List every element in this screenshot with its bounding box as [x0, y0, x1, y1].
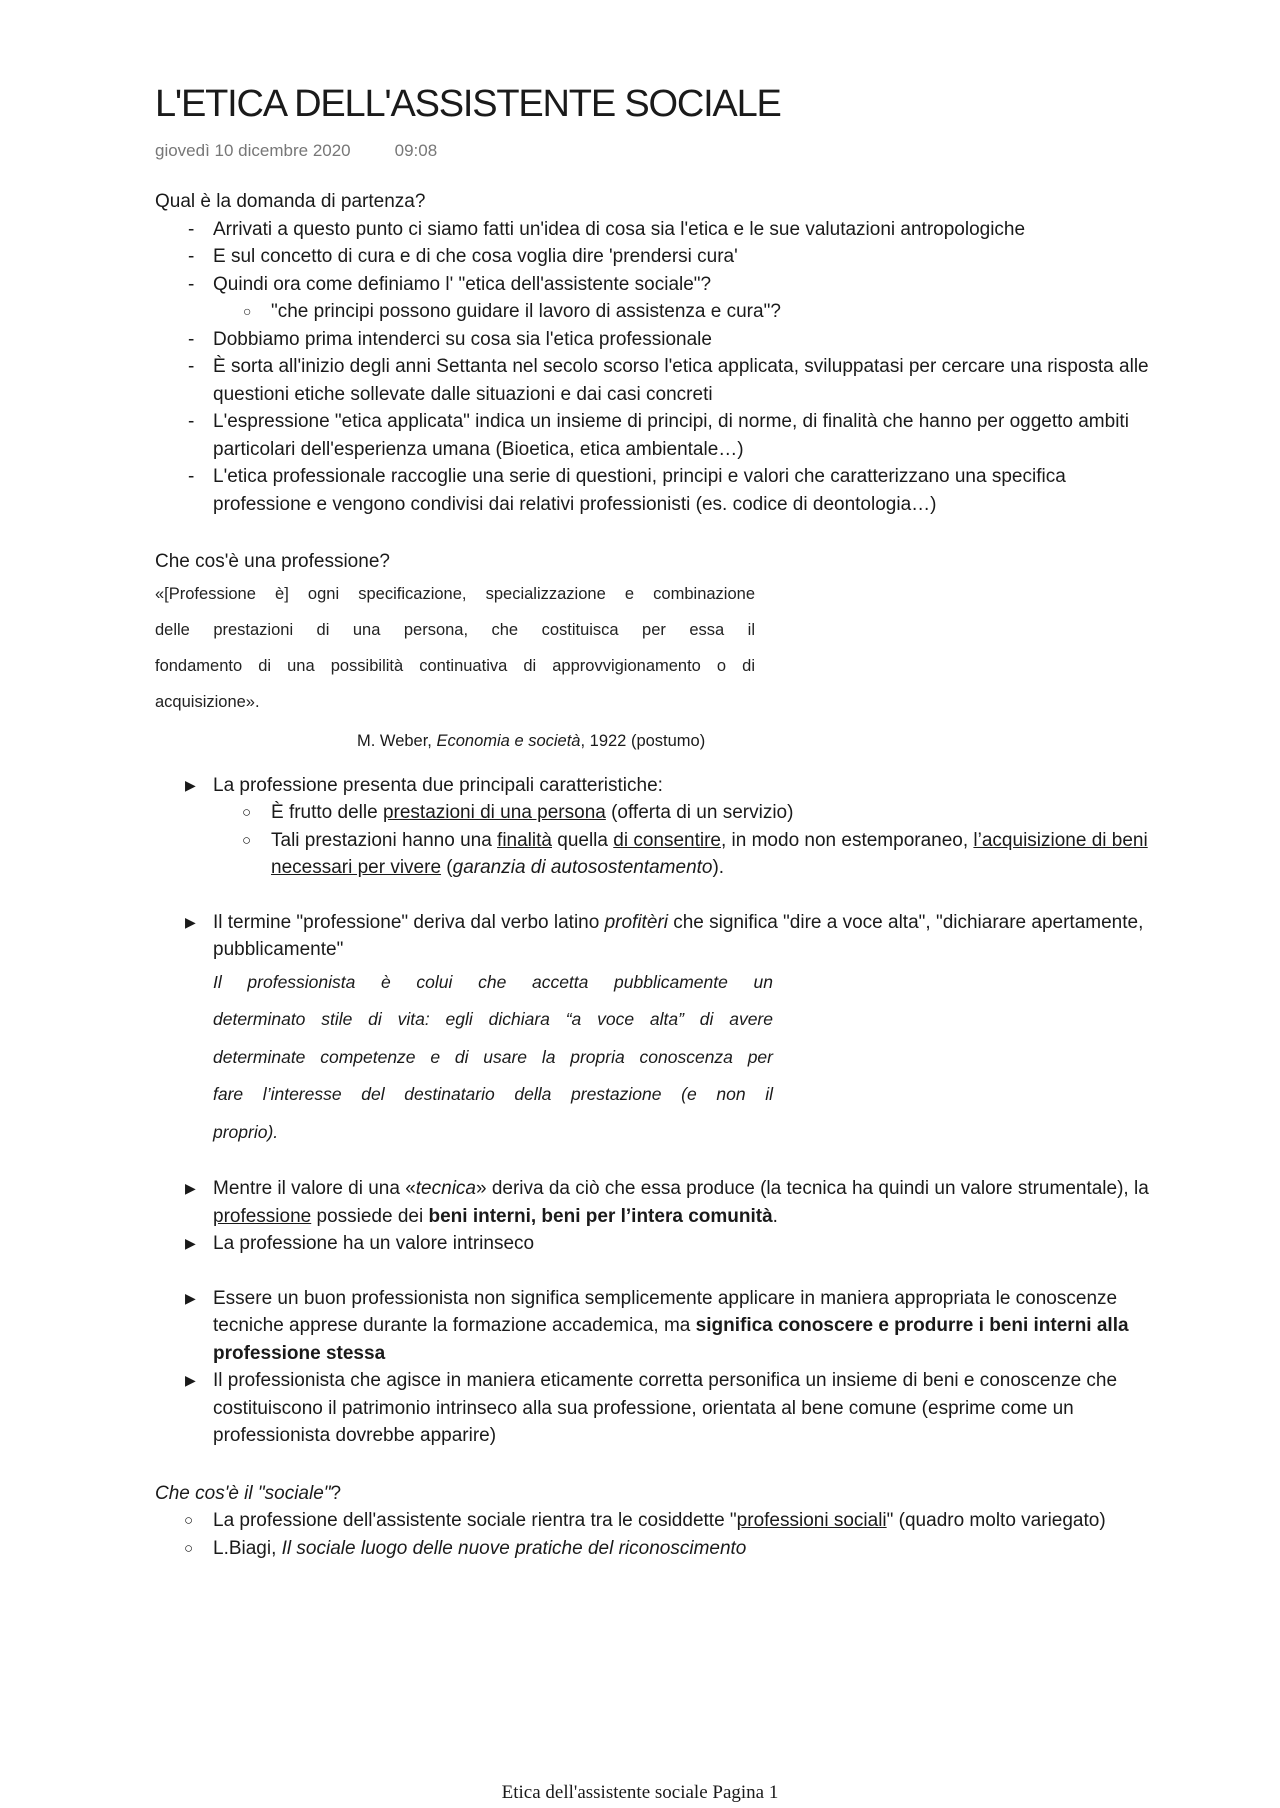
triangle-bullet-icon: ▶	[185, 776, 196, 793]
triangle-bullet-icon: ▶	[185, 1180, 196, 1196]
quote-line: determinate competenze e di usare la propria conoscenza per	[213, 1046, 773, 1067]
triangle-bullet-icon: ▶	[185, 913, 196, 930]
circle-bullet-icon: ○	[242, 804, 252, 821]
triangle-list	[155, 909, 1155, 964]
professional-quote	[213, 964, 773, 1152]
list-item: - Quindi ora come definiamo l' "etica dell'assistente sociale"?	[155, 271, 1155, 299]
list-item: ▶ Essere un buon professionista non significa semplicemente applicare in maniera appropriata le conoscenze tecniche apprese durante la formazione accademica, ma significa conoscere e produrre i beni interni alla professione stessa	[155, 1285, 1155, 1368]
section-heading: Che cos'è una professione?	[155, 551, 390, 572]
circle-bullet-icon: ○	[184, 1539, 194, 1557]
list-item: ○ È frutto delle prestazioni di una persona (offerta di un servizio)	[155, 799, 1155, 827]
page-meta	[155, 140, 1155, 162]
list-item: - E sul concetto di cura e di che cosa voglia dire 'prendersi cura'	[155, 243, 1155, 271]
triangle-bullet-icon: ▶	[185, 1372, 196, 1388]
list-item: ▶ Mentre il valore di una «tecnica» deriva da ciò che essa produce (la tecnica ha quindi un valore strumentale), la professione possiede dei beni interni, beni per l’intera comunità.	[155, 1175, 1155, 1230]
triangle-list	[155, 1175, 1155, 1258]
quote-line: proprio).	[213, 1121, 279, 1142]
list-item: ▶ La professione ha un valore intrinseco	[155, 1230, 1155, 1258]
section-heading: Che cos'è il "sociale"?	[155, 1482, 342, 1504]
section-heading: Qual è la domanda di partenza?	[155, 191, 426, 212]
list-item: ○ La professione dell'assistente sociale rientra tra le cosiddette "professioni sociali" (quadro molto variegato)	[155, 1507, 1155, 1535]
section-profession	[155, 548, 1155, 1450]
quote-line: «[Professione è] ogni specificazione, specializzazione e combinazione	[155, 584, 755, 603]
quote-line: Il professionista è colui che accetta pubblicamente un	[213, 971, 773, 992]
list-item: - È sorta all'inizio degli anni Settanta nel secolo scorso l'etica applicata, sviluppatasi per cercare una risposta alle questioni etiche sollevate dalle situazioni e dai casi concreti	[155, 353, 1155, 408]
list-item: ○ Tali prestazioni hanno una finalità quella di consentire, in modo non estemporaneo, l’acquisizione di beni necessari per vivere (garanzia di autosostentamento).	[155, 827, 1155, 882]
page-footer: Etica dell'assistente sociale Pagina 1	[501, 1782, 779, 1803]
triangle-bullet-icon: ▶	[185, 1235, 196, 1251]
list-item: ▶ Il professionista che agisce in maniera eticamente corretta personifica un insieme di beni e conoscenze che costituiscono il patrimonio intrinseco alla sua professione, orientata al bene comune (esprime come un professionista dovrebbe apparire)	[155, 1367, 1155, 1450]
circle-list	[155, 799, 1155, 882]
quote-citation: M. Weber, Economia e società, 1922 (postumo)	[357, 731, 706, 750]
page-time: 09:08	[394, 141, 438, 160]
circle-list	[155, 1507, 1155, 1562]
page-date: giovedì 10 dicembre 2020	[155, 141, 351, 160]
list-item: ▶ Il termine "professione" deriva dal verbo latino profitèri che significa "dire a voce alta", "dichiarare apertamente, pubblicamente"	[155, 909, 1155, 964]
document-page	[155, 82, 1155, 1562]
circle-bullet-icon: ○	[242, 831, 252, 849]
list-item: ▶ La professione presenta due principali caratteristiche:	[155, 772, 1155, 800]
quote-line: acquisizione».	[155, 692, 260, 711]
triangle-list	[155, 1285, 1155, 1450]
list-item: - L'espressione "etica applicata" indica un insieme di principi, di norme, di finalità che hanno per oggetto ambiti particolari dell'esperienza umana (Bioetica, etica ambientale…)	[155, 408, 1155, 463]
list-item: - L'etica professionale raccoglie una serie di questioni, principi e valori che caratterizzano una specifica professione e vengono condivisi dai relativi professionisti (es. codice di deontologia…)	[155, 463, 1155, 518]
section-social	[155, 1480, 1155, 1563]
triangle-bullet-icon: ▶	[185, 1289, 196, 1306]
list-item: ○ "che principi possono guidare il lavoro di assistenza e cura"?	[155, 298, 1155, 326]
quote-line: fare l’interesse del destinatario della prestazione (e non il	[213, 1084, 773, 1104]
triangle-list	[155, 772, 1155, 800]
dash-list	[155, 216, 1155, 519]
list-item: ○ L.Biagi, Il sociale luogo delle nuove pratiche del riconoscimento	[155, 1535, 1155, 1563]
circle-bullet-icon: ○	[184, 1512, 194, 1529]
quote-line: delle prestazioni di una persona, che costituisca per essa il	[155, 620, 755, 639]
section-starting-question	[155, 188, 1155, 518]
quote-line: determinato stile di vita: egli dichiara “a voce alta” di avere	[213, 1009, 773, 1029]
list-item: - Dobbiamo prima intenderci su cosa sia l'etica professionale	[155, 326, 1155, 354]
list-item: - Arrivati a questo punto ci siamo fatti un'idea di cosa sia l'etica e le sue valutazioni antropologiche	[155, 216, 1155, 244]
page-title: L'ETICA DELL'ASSISTENTE SOCIALE	[155, 83, 781, 125]
quote-line: fondamento di una possibilità continuativa di approvvigionamento o di	[155, 656, 755, 675]
weber-quote	[155, 576, 755, 720]
